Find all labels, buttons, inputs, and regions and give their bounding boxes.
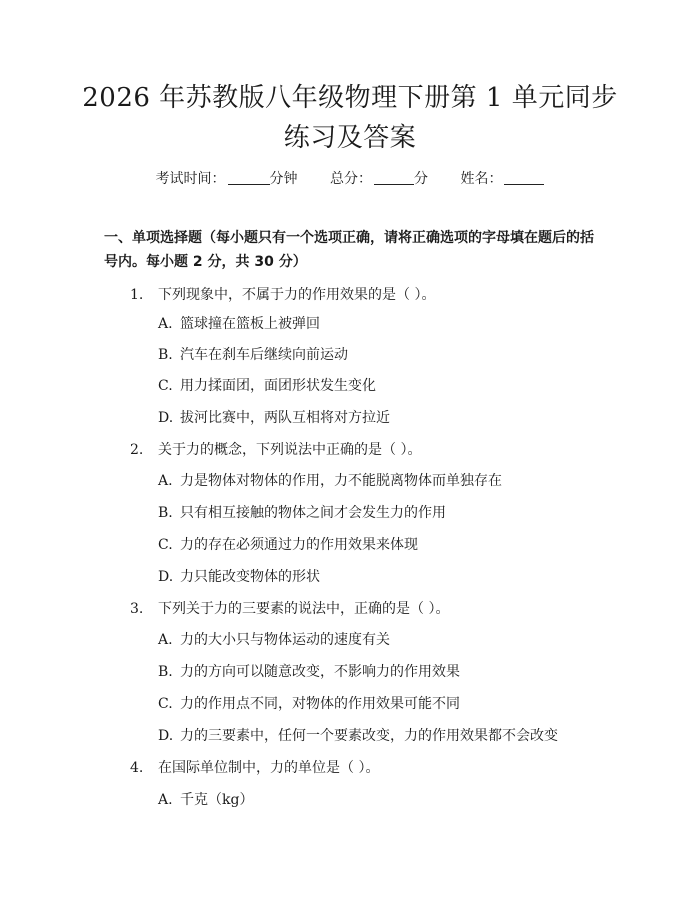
option-text: 力的三要素中，任何一个要素改变，力的作用效果都不会改变	[180, 728, 558, 744]
option-text: 力的存在必须通过力的作用效果来体现	[180, 537, 418, 553]
option-letter: A.	[158, 316, 173, 332]
question-text: 下列关于力的三要素的说法中，正确的是（ ）。	[158, 601, 450, 617]
option-letter: D.	[158, 410, 174, 426]
question-3-option-a	[158, 630, 390, 650]
total-score-blank	[374, 170, 414, 185]
option-text: 汽车在刹车后继续向前运动	[180, 347, 348, 363]
option-text: 千克（kg）	[180, 792, 254, 808]
question-3-option-b	[158, 662, 460, 682]
option-text: 力是物体对物体的作用，力不能脱离物体而单独存在	[180, 473, 502, 489]
exam-meta-row	[0, 168, 700, 188]
option-letter: C.	[158, 378, 173, 394]
option-letter: C.	[158, 537, 173, 553]
student-name-field	[460, 168, 544, 188]
question-2-option-c	[158, 535, 418, 555]
exam-time-unit: 分钟	[269, 171, 298, 187]
option-letter: C.	[158, 696, 173, 712]
question-1	[130, 285, 435, 305]
question-2-option-d	[158, 567, 320, 587]
option-letter: A.	[158, 632, 173, 648]
exam-time-blank	[228, 170, 270, 185]
student-name-label: 姓名：	[460, 171, 503, 187]
question-number: 4.	[130, 760, 144, 776]
option-letter: D.	[158, 569, 174, 585]
option-letter: D.	[158, 728, 174, 744]
exam-time-field	[156, 168, 298, 188]
exam-time-label: 考试时间：	[155, 171, 226, 187]
question-2	[130, 440, 421, 460]
option-text: 力的作用点不同，对物体的作用效果可能不同	[180, 696, 460, 712]
section-heading: 一、单项选择题（每小题只有一个选项正确，请将正确选项的字母填在题后的括号内。每小题 2 分，共 30 分）	[104, 230, 594, 270]
option-text: 只有相互接触的物体之间才会发生力的作用	[180, 505, 446, 521]
option-text: 力只能改变物体的形状	[180, 569, 320, 585]
option-text: 用力揉面团，面团形状发生变化	[180, 378, 376, 394]
question-4	[130, 758, 379, 778]
option-letter: B.	[158, 347, 173, 363]
question-3-option-c	[158, 694, 460, 714]
question-text: 在国际单位制中，力的单位是（ ）。	[158, 760, 380, 776]
question-2-option-a	[158, 471, 502, 491]
document-title-line-1: 2026 年苏教版八年级物理下册第 1 单元同步	[82, 83, 618, 113]
question-number: 3.	[130, 601, 144, 617]
option-text: 篮球撞在篮板上被弹回	[180, 316, 320, 332]
document-title-line-2: 练习及答案	[283, 123, 417, 153]
option-text: 力的大小只与物体运动的速度有关	[180, 632, 390, 648]
question-number: 1.	[130, 287, 144, 303]
option-letter: A.	[158, 473, 173, 489]
option-text: 力的方向可以随意改变，不影响力的作用效果	[180, 664, 460, 680]
question-1-option-d	[158, 408, 390, 428]
question-text: 下列现象中，不属于力的作用效果的是（ ）。	[158, 287, 436, 303]
question-1-option-c	[158, 376, 376, 396]
question-2-option-b	[158, 503, 446, 523]
question-1-option-a	[158, 314, 320, 334]
question-3-option-d	[158, 726, 558, 746]
option-letter: A.	[158, 792, 173, 808]
student-name-blank	[504, 170, 544, 185]
question-3	[130, 599, 449, 619]
question-text: 关于力的概念，下列说法中正确的是（ ）。	[158, 442, 422, 458]
question-4-option-a	[158, 790, 253, 810]
question-number: 2.	[130, 442, 144, 458]
total-score-field	[330, 168, 428, 188]
total-score-label: 总分：	[330, 171, 372, 187]
option-letter: B.	[158, 505, 173, 521]
question-1-option-b	[158, 345, 348, 365]
option-text: 拔河比赛中，两队互相将对方拉近	[180, 410, 390, 426]
total-score-unit: 分	[414, 171, 428, 187]
option-letter: B.	[158, 664, 173, 680]
